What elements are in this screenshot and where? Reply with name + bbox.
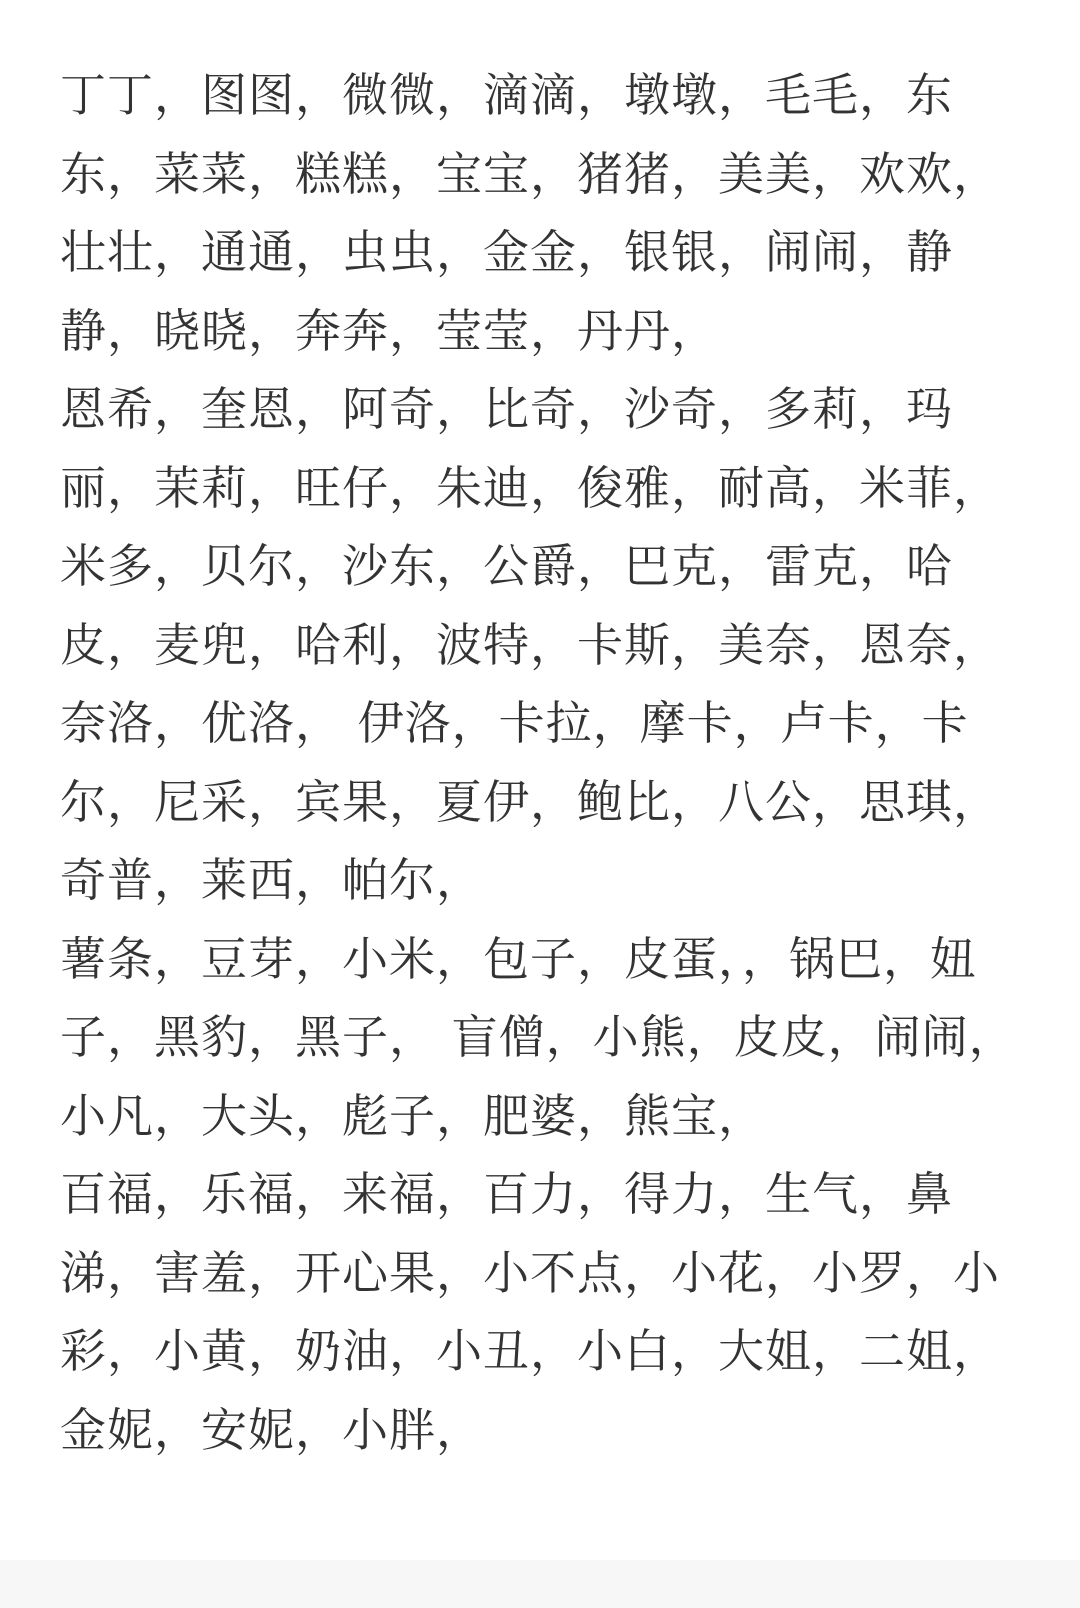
paragraph-reduplicated-names: 丁丁，图图，微微，滴滴，墩墩，毛毛，东东，菜菜，糕糕，宝宝，猪猪，美美，欢欢，壮壮，通通，虫虫，金金，银银，闹闹，静静，晓晓，奔奔，莹莹，丹丹， (60, 68, 1000, 358)
bottom-strip (0, 1560, 1080, 1608)
paragraph-foreign-names: 恩希，奎恩，阿奇，比奇，沙奇，多莉，玛丽，茉莉，旺仔，朱迪，俊雅，耐高，米菲，米多，贝尔，沙东，公爵，巴克，雷克，哈皮，麦兜，哈利，波特，卡斯，美奈，恩奈，奈洛，优洛， 伊洛，卡拉，摩卡，卢卡，卡尔，尼采，宾果，夏伊，鲍比，八公，思琪，奇普，莱西，帕尔， (60, 382, 1000, 907)
paragraph-lucky-names: 百福，乐福，来福，百力，得力，生气，鼻涕，害羞，开心果，小不点，小花，小罗，小彩，小黄，奶油，小丑，小白，大姐，二姐，金妮，安妮，小胖， (60, 1167, 1000, 1457)
name-list (60, 56, 1020, 1469)
paragraph-food-nicknames: 薯条，豆芽，小米，包子，皮蛋，，锅巴，妞子，黑豹，黑子， 盲僧，小熊，皮皮，闹闹，小凡，大头，彪子，肥婆，熊宝， (60, 931, 1016, 1143)
